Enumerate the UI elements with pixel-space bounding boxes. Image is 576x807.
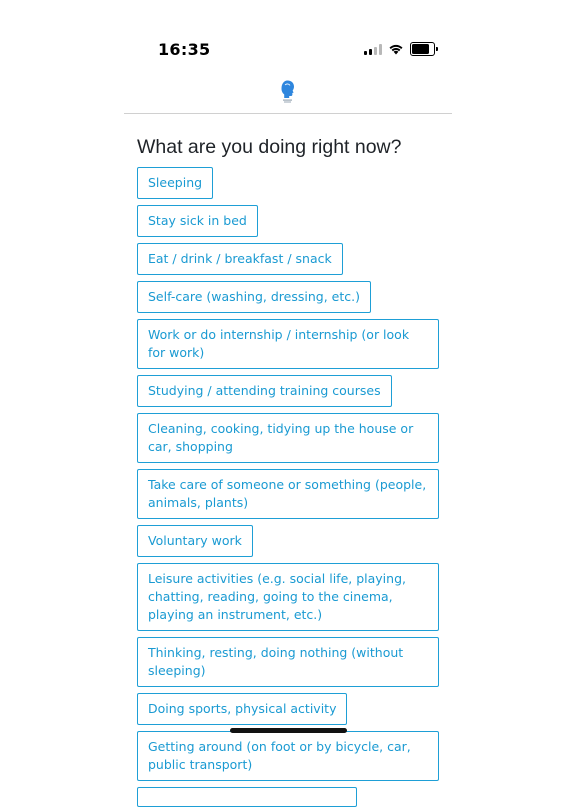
option-getting-around[interactable]: Getting around (on foot or by bicycle, car, public transport) <box>137 731 439 781</box>
status-bar <box>0 0 576 70</box>
option-studying[interactable]: Studying / attending training courses <box>137 375 392 407</box>
option-sports[interactable]: Doing sports, physical activity <box>137 693 347 725</box>
cellular-signal-icon <box>364 44 382 55</box>
option-next-partial[interactable] <box>137 787 357 807</box>
status-time: 16:35 <box>158 40 211 59</box>
option-thinking-resting[interactable]: Thinking, resting, doing nothing (without sleeping) <box>137 637 439 687</box>
option-voluntary-work[interactable]: Voluntary work <box>137 525 253 557</box>
battery-icon <box>410 42 438 56</box>
question-title: What are you doing right now? <box>137 136 402 158</box>
wifi-icon <box>388 43 404 55</box>
option-work[interactable]: Work or do internship / internship (or look for work) <box>137 319 439 369</box>
system-icons <box>364 42 438 56</box>
option-sick-in-bed[interactable]: Stay sick in bed <box>137 205 258 237</box>
head-profile-logo <box>280 79 296 103</box>
option-self-care[interactable]: Self-care (washing, dressing, etc.) <box>137 281 371 313</box>
option-eat-drink[interactable]: Eat / drink / breakfast / snack <box>137 243 343 275</box>
app-header <box>124 72 452 114</box>
option-leisure[interactable]: Leisure activities (e.g. social life, playing, chatting, reading, going to the cinema, playing an instrument, etc.) <box>137 563 439 631</box>
option-cleaning[interactable]: Cleaning, cooking, tidying up the house or car, shopping <box>137 413 439 463</box>
option-sleeping[interactable]: Sleeping <box>137 167 213 199</box>
home-indicator[interactable] <box>230 728 347 733</box>
content-area[interactable] <box>0 114 576 772</box>
option-take-care[interactable]: Take care of someone or something (people, animals, plants) <box>137 469 439 519</box>
options-list <box>137 167 439 807</box>
